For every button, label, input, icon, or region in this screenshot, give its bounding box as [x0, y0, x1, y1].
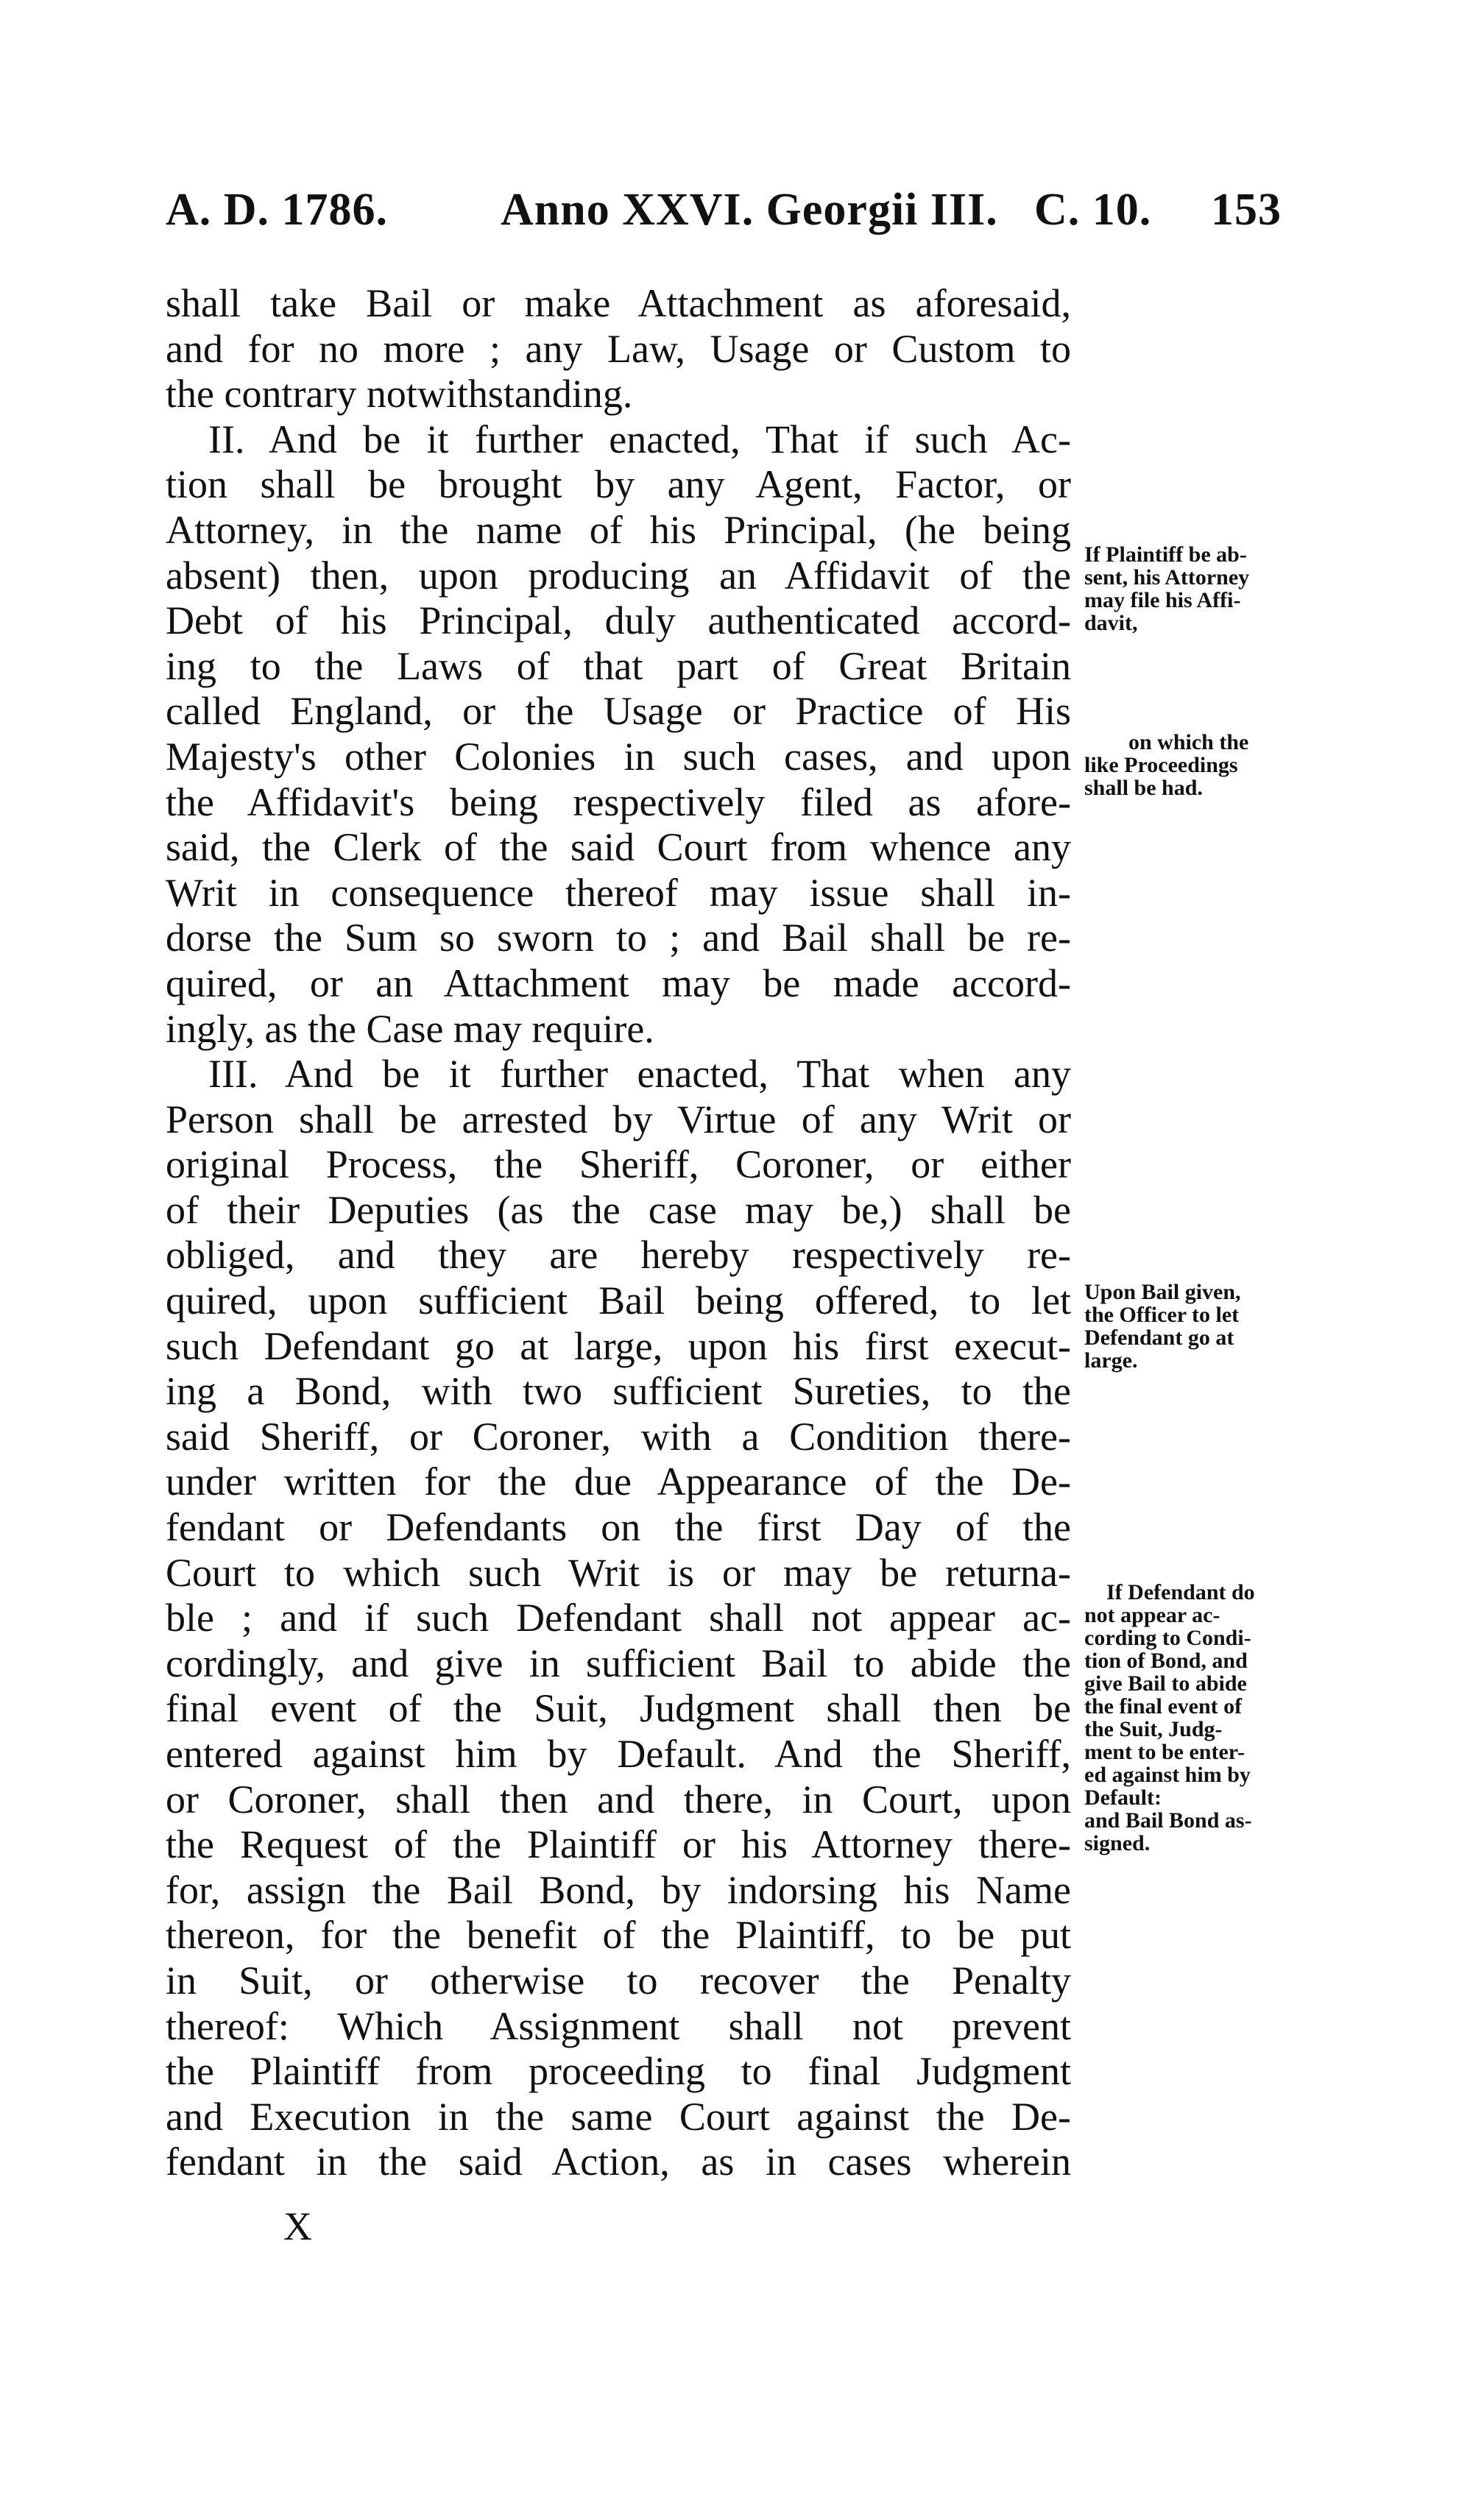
- note-line: Upon Bail given,: [1084, 1280, 1241, 1304]
- text-line: thereof: Which Assignment shall not prevent: [166, 2003, 1071, 2048]
- text-line: said Sheriff, or Coroner, with a Condition there-: [166, 1414, 1071, 1459]
- text-line: ble ; and if such Defendant shall not appear ac-: [166, 1596, 1071, 1641]
- note-line: signed.: [1084, 1831, 1151, 1855]
- text-line: Court to which such Writ is or may be returna-: [166, 1550, 1071, 1595]
- note-line: tion of Bond, and: [1084, 1649, 1248, 1673]
- text-line: for, assign the Bail Bond, by indorsing his Name: [166, 1867, 1071, 1912]
- text-line: dorse the Sum so sworn to ; and Bail shall be re-: [166, 916, 1071, 960]
- text-line: in Suit, or otherwise to recover the Penalty: [166, 1958, 1071, 2003]
- text-line: fendant or Defendants on the first Day of the: [166, 1505, 1071, 1550]
- text-line: of their Deputies (as the case may be,) shall be: [166, 1187, 1071, 1232]
- header-year: A. D. 1786.: [166, 185, 389, 235]
- note-line: and Bail Bond as-: [1084, 1808, 1252, 1833]
- text-line: Debt of his Principal, duly authenticated accord-: [166, 598, 1071, 643]
- text-line: fendant in the said Action, as in cases wherein: [166, 2139, 1071, 2184]
- note-line: ed against him by: [1084, 1763, 1251, 1787]
- text-line: absent) then, upon producing an Affidavit of the: [166, 553, 1071, 598]
- text-line: quired, or an Attachment may be made accord-: [166, 960, 1071, 1005]
- signature-mark: X: [283, 2204, 312, 2248]
- note-line: the Officer to let: [1084, 1303, 1240, 1327]
- text-line: called England, or the Usage or Practice of His: [166, 689, 1071, 734]
- running-header: [166, 184, 1343, 243]
- text-line: quired, upon sufficient Bail being offered, to let: [166, 1278, 1071, 1323]
- text-line: shall take Bail or make Attachment as aforesaid,: [166, 281, 1071, 325]
- text-line: under written for the due Appearance of the De-: [166, 1459, 1071, 1504]
- text-line: entered against him by Default. And the Sheriff,: [166, 1732, 1071, 1776]
- text-line: Majesty's other Colonies in such cases, and upon: [166, 734, 1071, 779]
- text-line: tion shall be brought by any Agent, Factor, or: [166, 462, 1071, 507]
- header-chapter: C. 10.: [1034, 185, 1152, 235]
- text-line: said, the Clerk of the said Court from whence any: [166, 825, 1071, 870]
- text-line: cordingly, and give in sufficient Bail to abide the: [166, 1641, 1071, 1685]
- text-line: such Defendant go at large, upon his first execut-: [166, 1323, 1071, 1368]
- note-line: davit,: [1084, 611, 1138, 635]
- margin-note-bail-given: [1084, 1281, 1349, 1372]
- text-line: ingly, as the Case may require.: [166, 1006, 654, 1051]
- note-line: sent, his Attorney: [1084, 565, 1250, 590]
- text-line: the Plaintiff from proceeding to final Judgment: [166, 2049, 1071, 2094]
- text-line: Attorney, in the name of his Principal, (he being: [166, 507, 1071, 552]
- text-line: and Execution in the same Court against the De-: [166, 2094, 1071, 2139]
- section-iii-start: III. And be it further enacted, That when any: [208, 1052, 1071, 1097]
- text-line: the Affidavit's being respectively filed as afore-: [166, 779, 1071, 824]
- text-line: and for no more ; any Law, Usage or Custom to: [166, 326, 1071, 371]
- text-line: original Process, the Sheriff, Coroner, or either: [166, 1142, 1071, 1187]
- note-line: Default:: [1084, 1785, 1162, 1810]
- text-line: obliged, and they are hereby respectively re-: [166, 1233, 1071, 1278]
- page-number: 153: [1211, 185, 1282, 235]
- text-line: final event of the Suit, Judgment shall then be: [166, 1686, 1071, 1731]
- text-line: the Request of the Plaintiff or his Attorney there-: [166, 1822, 1071, 1867]
- note-line: If Defendant do: [1106, 1580, 1255, 1604]
- note-line: not appear ac-: [1084, 1603, 1220, 1627]
- body-text: [166, 281, 1071, 2185]
- margin-note-like-proceedings: [1084, 731, 1349, 799]
- note-line: shall be had.: [1084, 776, 1203, 800]
- text-line: the contrary notwithstanding.: [166, 372, 633, 417]
- note-line: may file his Affi-: [1084, 588, 1241, 612]
- text-line: ing to the Laws of that part of Great Britain: [166, 643, 1071, 688]
- note-line: Defendant go at: [1084, 1326, 1234, 1350]
- section-ii-start: II. And be it further enacted, That if such Ac-: [208, 417, 1071, 461]
- note-line: the final event of: [1084, 1694, 1243, 1719]
- text-line: thereon, for the benefit of the Plaintiff, to be put: [166, 1913, 1071, 1958]
- note-line: on which the: [1128, 730, 1249, 754]
- note-line: If Plaintiff be ab-: [1084, 542, 1247, 567]
- note-line: large.: [1084, 1348, 1138, 1373]
- note-line: give Bail to abide: [1084, 1671, 1247, 1696]
- margin-note-defendant-default: [1084, 1581, 1349, 1855]
- note-line: like Proceedings: [1084, 753, 1238, 777]
- text-line: Writ in consequence thereof may issue shall in-: [166, 870, 1071, 915]
- text-line: ing a Bond, with two sufficient Sureties, to the: [166, 1369, 1071, 1414]
- margin-note-plaintiff-absent: [1084, 543, 1349, 634]
- note-line: cording to Condi-: [1084, 1626, 1251, 1650]
- text-line: or Coroner, shall then and there, in Court, upon: [166, 1777, 1071, 1822]
- note-line: ment to be enter-: [1084, 1740, 1245, 1764]
- note-line: the Suit, Judg-: [1084, 1717, 1223, 1741]
- text-line: Person shall be arrested by Virtue of any Writ or: [166, 1097, 1071, 1142]
- header-reign: Anno XXVI. Georgii III.: [501, 185, 998, 235]
